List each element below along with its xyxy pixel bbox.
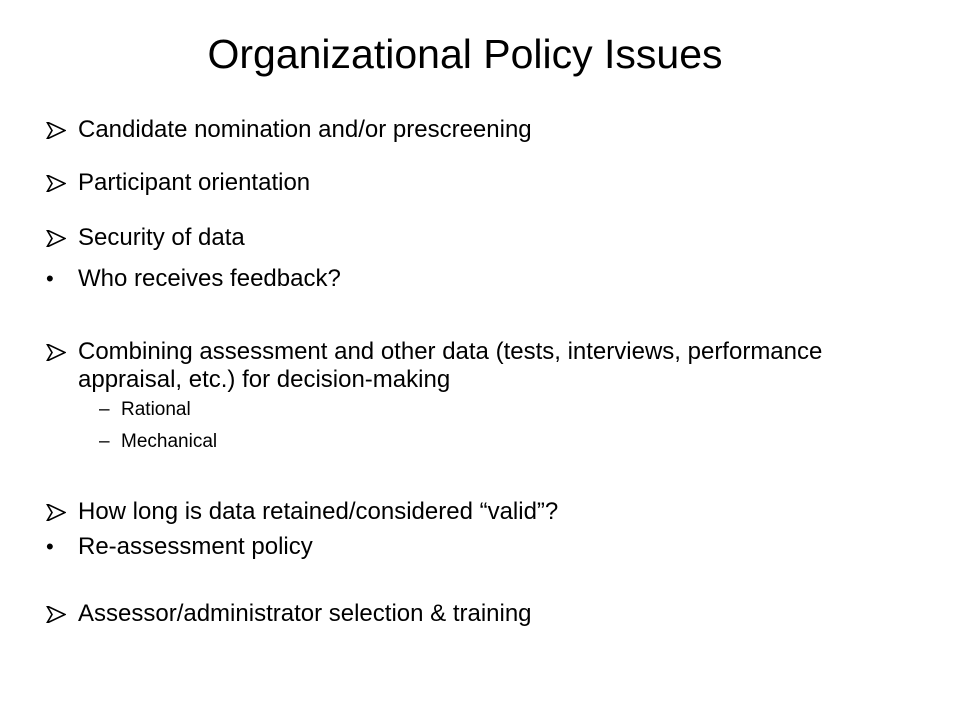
list-item [46,600,926,628]
sub-list-item [99,399,191,421]
list-item-text: Participant orientation [78,169,311,196]
list-item [46,338,926,394]
sub-item-text: Rational [121,399,191,420]
list-item-text: Who receives feedback? [78,265,341,292]
bullet-dot: • [46,266,54,291]
sub-item-text: Mechanical [121,431,218,452]
sub-list-item [99,431,217,453]
list-item [46,116,926,144]
list-item [46,498,926,526]
list-item-text: How long is data retained/considered “valid”? [78,498,559,525]
list-item [46,224,926,252]
list-item [46,169,926,197]
list-item [46,533,926,561]
list-item-text: Combining assessment and other data (tests, interviews, performance appraisal, etc.) for decision-making [78,338,823,393]
list-item-text: Candidate nomination and/or prescreening [78,116,532,143]
sub-item-dash: – [99,399,110,420]
list-item-text: Security of data [78,224,245,251]
sub-item-dash: – [99,431,110,452]
slide-title: Organizational Policy Issues [207,31,723,77]
list-item [46,265,926,293]
list-item-text: Re-assessment policy [78,533,313,560]
list-item-text: Assessor/administrator selection & training [78,600,532,627]
bullet-dot: • [46,534,54,559]
